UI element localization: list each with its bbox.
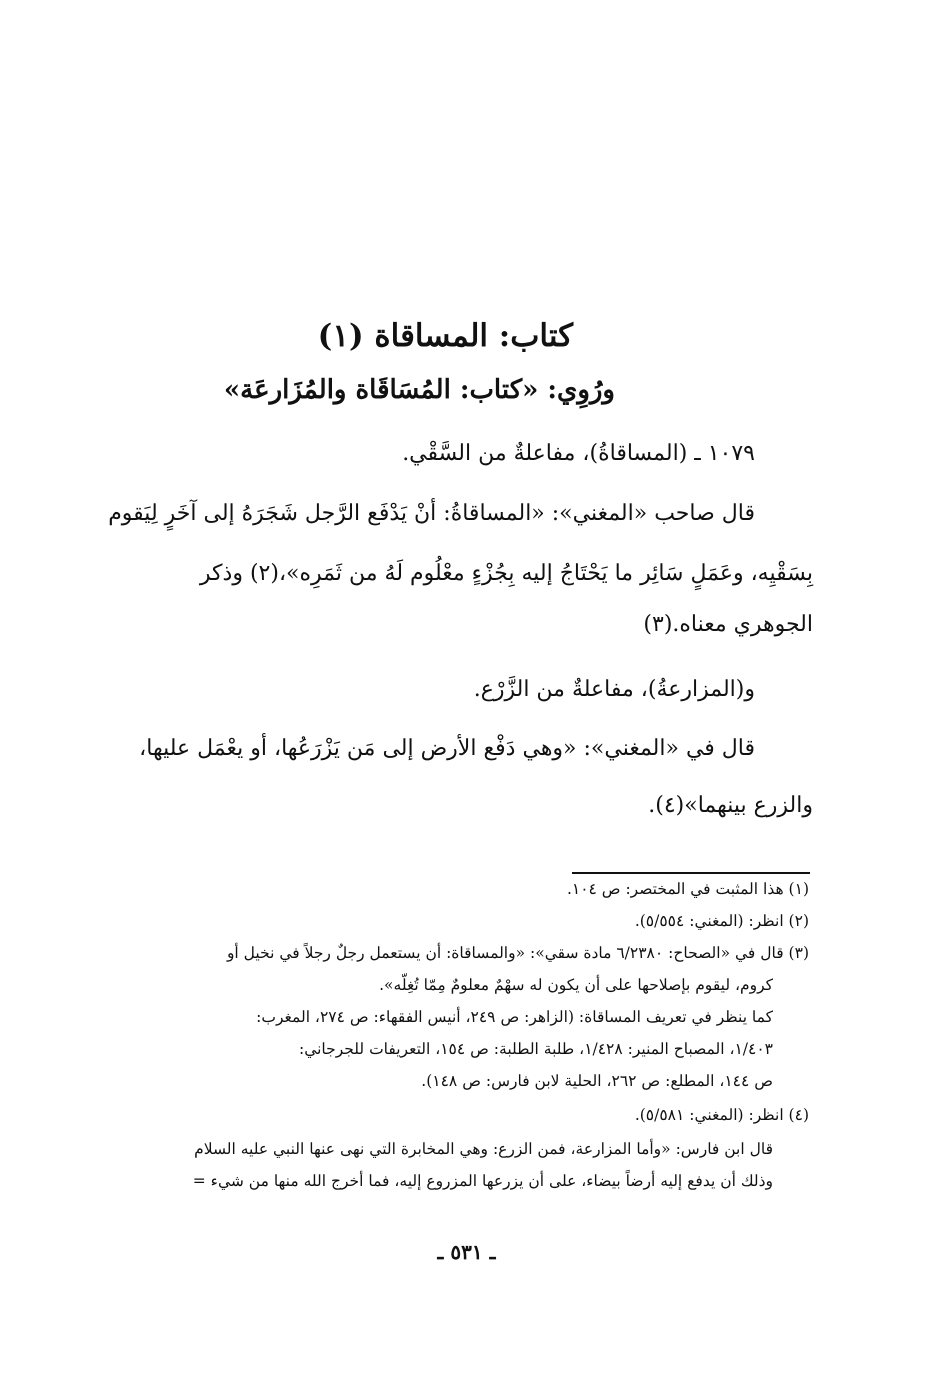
footnote-3-line: كما ينظر في تعريف المساقاة: (الزاهر: ص ٢٤٩، أنيس الفقهاء: ص ٢٧٤، المغرب:	[256, 1008, 773, 1026]
paragraph-line: الجوهري معناه.(٣)	[643, 612, 813, 637]
chapter-title: كتاب: المساقاة (١)	[317, 318, 573, 354]
footnote-2: (٢) انظر: (المغني: ٥/٥٥٤).	[634, 912, 809, 930]
paragraph-line: والزرع بينهما»(٤).	[648, 793, 813, 818]
paragraph-line: بِسَقْيِه، وعَمَلٍ سَائِر ما يَحْتَاجُ إليه بِجُزْءٍ معْلُوم لَهُ من ثَمَرِه»،(٢) وذكر	[199, 561, 813, 586]
footnote-1: (١) هذا المثبت في المختصر: ص ١٠٤.	[566, 880, 809, 898]
footnote-3-line: (٣) قال في «الصحاح: ٦/٢٣٨٠ مادة سقي»: «والمساقاة: أن يستعمل رجلٌ رجلاً في نخيل أو	[226, 944, 809, 962]
footnote-3-line: ١/٤٠٣، المصباح المنير: ١/٤٢٨، طلبة الطلبة: ص ١٥٤، التعريفات للجرجاني:	[298, 1040, 773, 1058]
entry-line: ١٠٧٩ ـ (المساقاةُ)، مفاعلةٌ من السَّقْي.	[402, 441, 755, 466]
footnote-3-line: ص ١٤٤، المطلع: ص ٢٦٢، الحلية لابن فارس: ص ١٤٨).	[421, 1072, 773, 1090]
paragraph-line: قال صاحب «المغني»: «المساقاةُ: أنْ يَدْفَع الرَّجل شَجَرَهُ إلى آخَرٍ لِيَقوم	[108, 501, 755, 526]
footnote-4-line: وذلك أن يدفع إليه أرضاً بيضاء، على أن يزرعها المزروع إليه، فما أخرج الله منها من شيء =	[192, 1172, 773, 1190]
paragraph-line: قال في «المغني»: «وهي دَفْع الأرض إلى مَن يَزْرَعُها، أو يعْمَل عليها،	[139, 736, 755, 761]
footnote-4-line: (٤) انظر: (المغني: ٥/٥٨١).	[634, 1106, 809, 1124]
chapter-subtitle: ورُوِي: «كتاب: المُسَاقَاة والمُزَارعَة»	[223, 375, 615, 405]
paragraph-line: و(المزارعةُ)، مفاعلةٌ من الزَّرْع.	[473, 677, 755, 702]
footnote-divider	[572, 872, 810, 874]
footnote-4-line: قال ابن فارس: «وأما المزارعة، فمن الزرع: وهي المخابرة التي نهى عنها النبي عليه السلام	[194, 1140, 773, 1158]
footnote-3-line: كروم، ليقوم بإصلاحها على أن يكون له سهْمٌ معلومٌ مِمّا تُغِلّه».	[379, 976, 773, 994]
page-number: ـ ٥٣١ ـ	[437, 1240, 496, 1264]
